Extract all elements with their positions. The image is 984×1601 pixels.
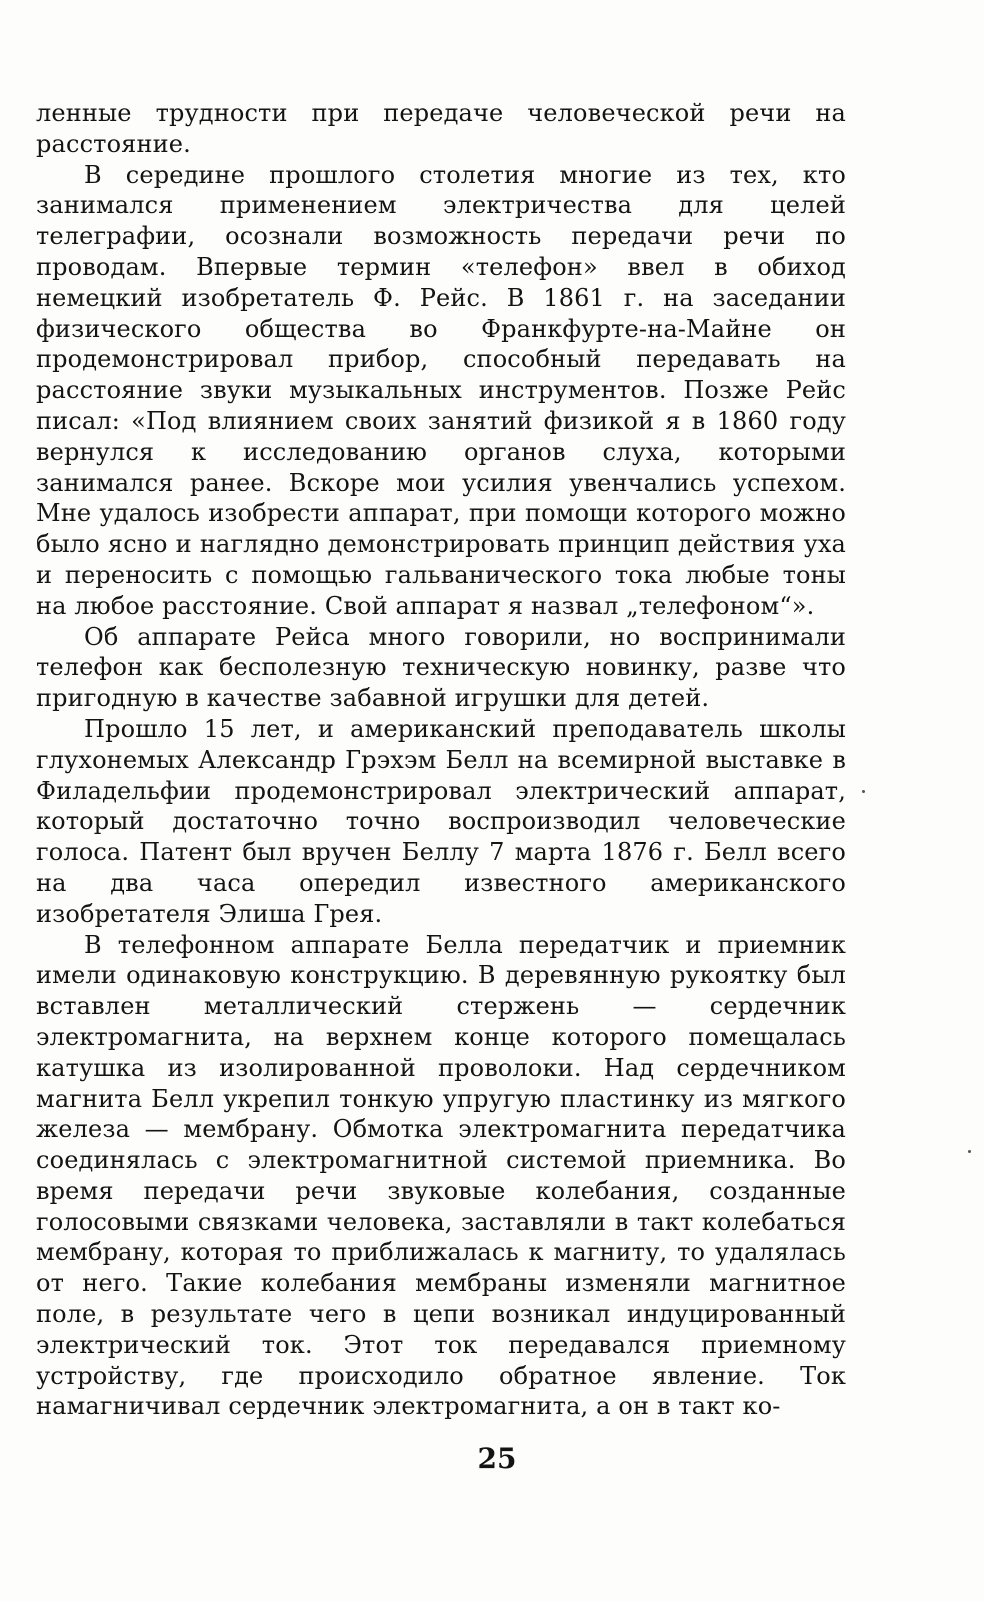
paragraph-bell-apparatus: В телефонном аппарате Белла передатчик и приемник имели одинаковую конструкцию. В деревянную рукоятку был вставлен металлический стержень — сердечник электромагнита, на верхнем конце которого помещалась катушка из изолированной проволоки. Над сердечником магнита Белл укрепил тонкую упругую пластинку из мягкого железа — мембрану. Обмотка электромагнита передатчика соединялась с электромагнитной системой приемника. Во время передачи речи звуковые колебания, созданные голосовыми связками человека, заставляли в такт колебаться мембрану, которая то приближалась к магниту, то удалялась от него. Такие колебания мембраны изменяли магнитное поле, в результате чего в цепи возникал индуцированный электрический ток. Этот ток передавался приемному устройству, где происходило обратное явление. Ток намагничивал сердечник электромагнита, а он в такт ко- (36, 930, 846, 1421)
paragraph-continuation: ленные трудности при передаче человеческой речи на расстояние. (36, 99, 846, 158)
paragraph-reis-invention: В середине прошлого столетия многие из тех, кто занимался применением электричества для целей телеграфии, осознали возможность передачи речи по проводам. Впервые термин «телефон» ввел в обиход немецкий изобретатель Ф. Рейс. В 1861 г. на заседании физического общества во Франкфурте-на-Майне он продемонстрировал прибор, способный передавать на расстояние звуки музыкальных инструментов. Позже Рейс писал: «Под влиянием своих занятий физикой я в 1860 году вернулся к исследованию органов слуха, которыми занимался ранее. Вскоре мои усилия увенчались успехом. Мне удалось изобрести аппарат, при помощи которого можно было ясно и наглядно демонстрировать принцип действия уха и переносить с помощью гальванического тока любые тоны на любое расстояние. Свой аппарат я назвал „телефоном“». (36, 160, 846, 620)
paragraph-reis-reception: Об аппарате Рейса много говорили, но воспринимали телефон как бесполезную техническую новинку, разве что пригодную в качестве забавной игрушки для детей. (36, 622, 846, 713)
body-text (36, 98, 846, 1422)
paragraph-bell-patent: Прошло 15 лет, и американский преподаватель школы глухонемых Александр Грэхэм Белл на всемирной выставке в Филадельфии продемонстрировал электрический аппарат, который достаточно точно воспроизводил человеческие голоса. Патент был вручен Беллу 7 марта 1876 г. Белл всего на два часа опередил известного американского изобретателя Элиша Грея. (36, 714, 846, 928)
scan-speck (968, 1150, 971, 1153)
scan-speck (862, 790, 865, 793)
page-number: 25 (477, 1442, 517, 1475)
